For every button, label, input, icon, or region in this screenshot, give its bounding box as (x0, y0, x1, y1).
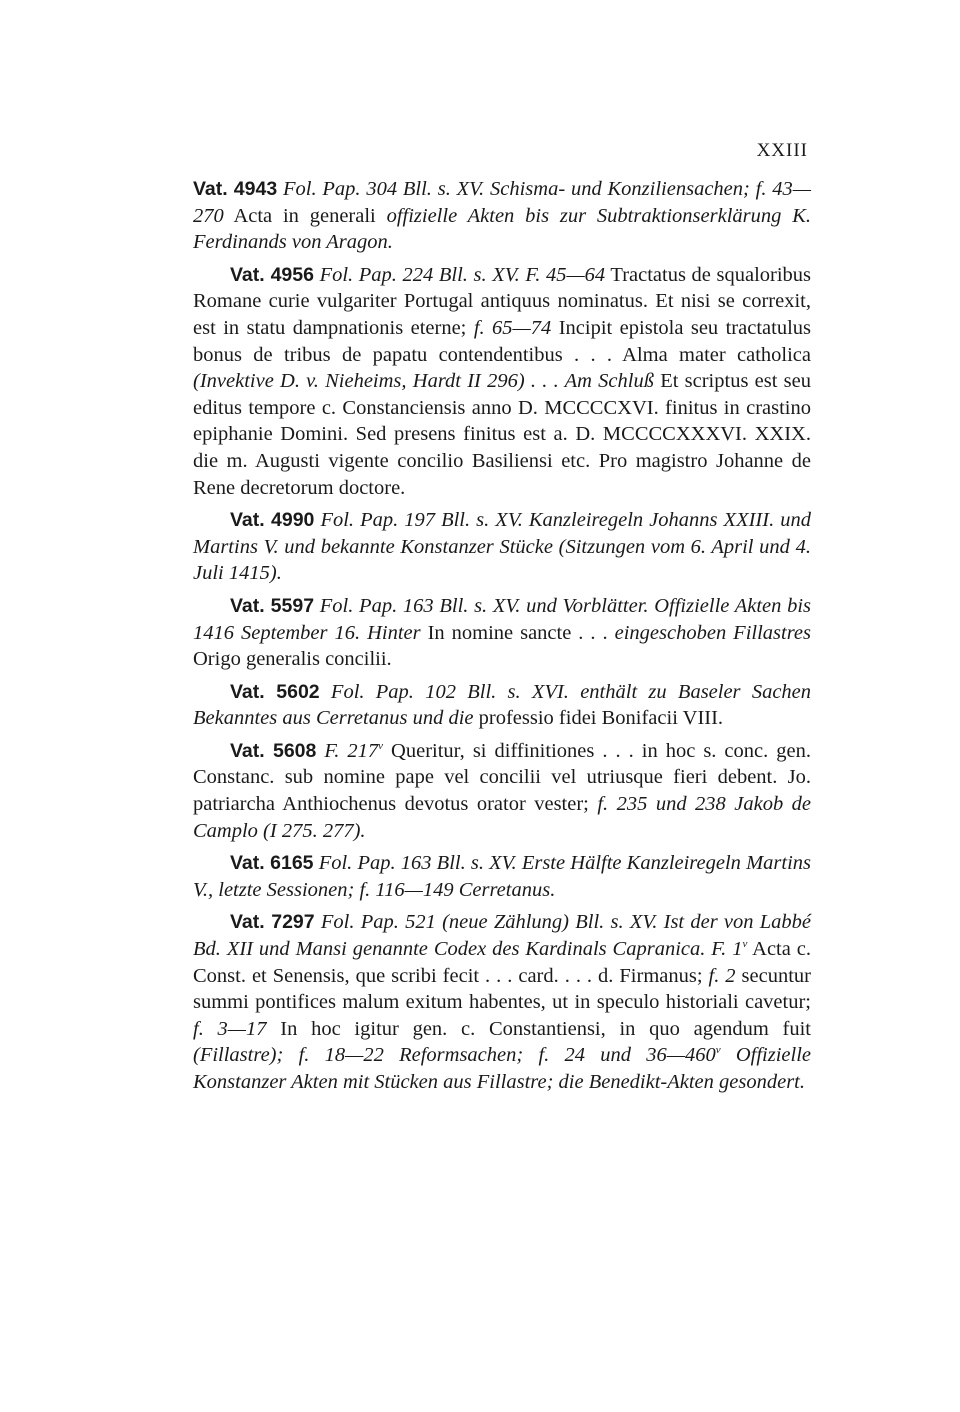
text-segment: secuntur summi pontifices malum exitum habentes, ut in speculo historiali cavetur; (193, 964, 811, 1014)
italic-text-segment: F. 217 (324, 739, 379, 762)
page-number: XXIII (756, 140, 808, 161)
superscript-verso: v (378, 740, 384, 753)
italic-text-segment: Fol. Pap. 163 Bll. s. XV. Erste Hälfte Kanzleiregeln Martins V., letzte Sessionen; f. 116—149 Cerretanus. (193, 852, 812, 901)
manuscript-signature: Vat. 5597 (230, 594, 315, 617)
text-column (193, 176, 811, 1102)
italic-text-segment: (Fillastre); f. 18—22 Reformsachen; f. 24 und 36—460 (193, 1044, 716, 1067)
italic-text-segment: f. 3—17 (193, 1017, 267, 1040)
catalog-entry (193, 909, 811, 1095)
italic-text-segment: (Invektive D. v. Nieheims, Hardt II 296) . . . Am Schluß (193, 370, 654, 393)
superscript-verso: v (742, 938, 748, 951)
catalog-entry (193, 679, 811, 732)
manuscript-signature: Vat. 5602 (230, 680, 320, 703)
text-segment: In hoc igitur gen. c. Constantiensi, in quo agendum fuit (266, 1017, 811, 1040)
text-segment: Queritur, si diffinitiones . . . in hoc s. conc. gen. Constanc. sub nomine pape vel concilii vel utriusque fieri debent. Jo. patriarcha Anthiochenus devotus orator vester; (193, 739, 811, 816)
italic-text-segment: Fol. Pap. 102 Bll. s. XVI. enthält zu Baseler Sachen Bekanntes aus Cerretanus und die (193, 680, 812, 730)
italic-text-segment: Fol. Pap. 224 Bll. s. XV. F. 45—64 (319, 263, 606, 286)
text-segment: Acta c. Const. et Senensis, que scribi fecit . . . card. . . . d. Firmanus; (193, 938, 811, 987)
text-segment: Tractatus de squaloribus Romane curie vulgariter Portugal antiquus nominatus. Et nisi se correxit, est in statu dampnationis eterne; (193, 263, 812, 339)
text-segment: In nomine sancte . . . (420, 621, 615, 644)
manuscript-signature: Vat. 5608 (230, 739, 317, 762)
italic-text-segment: f. 65—74 (473, 316, 552, 339)
text-segment: Origo generalis concilii. (193, 648, 392, 671)
italic-text-segment: f. 235 und 238 Jakob de Camplo (I 275. 277). (193, 793, 812, 842)
italic-text-segment: f. 2 (708, 964, 736, 987)
superscript-verso: v (715, 1044, 721, 1057)
text-segment: professio fidei Bonifacii VIII. (473, 707, 724, 730)
italic-text-segment: eingeschoben Fillastres (614, 621, 811, 644)
italic-text-segment: Offizielle Konstanzer Akten mit Stücken aus Fillastre; die Benedikt-Akten gesondert. (193, 1044, 812, 1093)
catalog-entry (193, 593, 811, 673)
manuscript-signature: Vat. 4956 (230, 263, 314, 286)
catalog-entry (193, 176, 811, 256)
manuscript-signature: Vat. 7297 (230, 911, 315, 934)
catalog-entry (193, 507, 811, 587)
italic-text-segment: Fol. Pap. 304 Bll. s. XV. Schisma- und Konziliensachen; f. 43—270 (193, 178, 812, 227)
text-segment (320, 681, 331, 703)
catalog-entry (193, 738, 811, 844)
manuscript-signature: Vat. 6165 (230, 852, 314, 875)
text-segment: Et scriptus est seu editus tempore c. Constanciensis anno D. MCCCCXVI. finitus in crastino epiphanie Domini. Sed presens finitus est a. D. MCCCCXXXVI. XXIX. die m. Augusti vigente concilio Basiliensi etc. Pro magistro Johanne de Rene decretorum doctore. (193, 370, 811, 499)
italic-text-segment: offizielle Akten bis zur Subtraktionserklärung K. Ferdinands von Aragon. (193, 204, 812, 254)
manuscript-signature: Vat. 4990 (230, 509, 315, 532)
catalog-entry (193, 850, 811, 903)
text-segment: Acta in generali (223, 204, 387, 227)
text-segment: Incipit epistola seu tractatulus bonus de tribus de papatu contendentibus . . . Alma mater catholica (193, 316, 811, 366)
italic-text-segment: Fol. Pap. 197 Bll. s. XV. Kanzleiregeln Johanns XXIII. und Martins V. und bekannte Konstanzer Stücke (Sitzungen vom 6. April und 4. Juli 1415). (193, 509, 811, 585)
catalog-entry (193, 262, 811, 501)
italic-text-segment: Fol. Pap. 163 Bll. s. XV. und Vorblätter. Offizielle Akten bis 1416 September 16. Hinter (193, 594, 812, 644)
manuscript-signature: Vat. 4943 (193, 178, 278, 200)
italic-text-segment: Fol. Pap. 521 (neue Zählung) Bll. s. XV. Ist der von Labbé Bd. XII und Mansi genannte Codex des Kardinals Capranica. F. 1 (193, 911, 812, 961)
